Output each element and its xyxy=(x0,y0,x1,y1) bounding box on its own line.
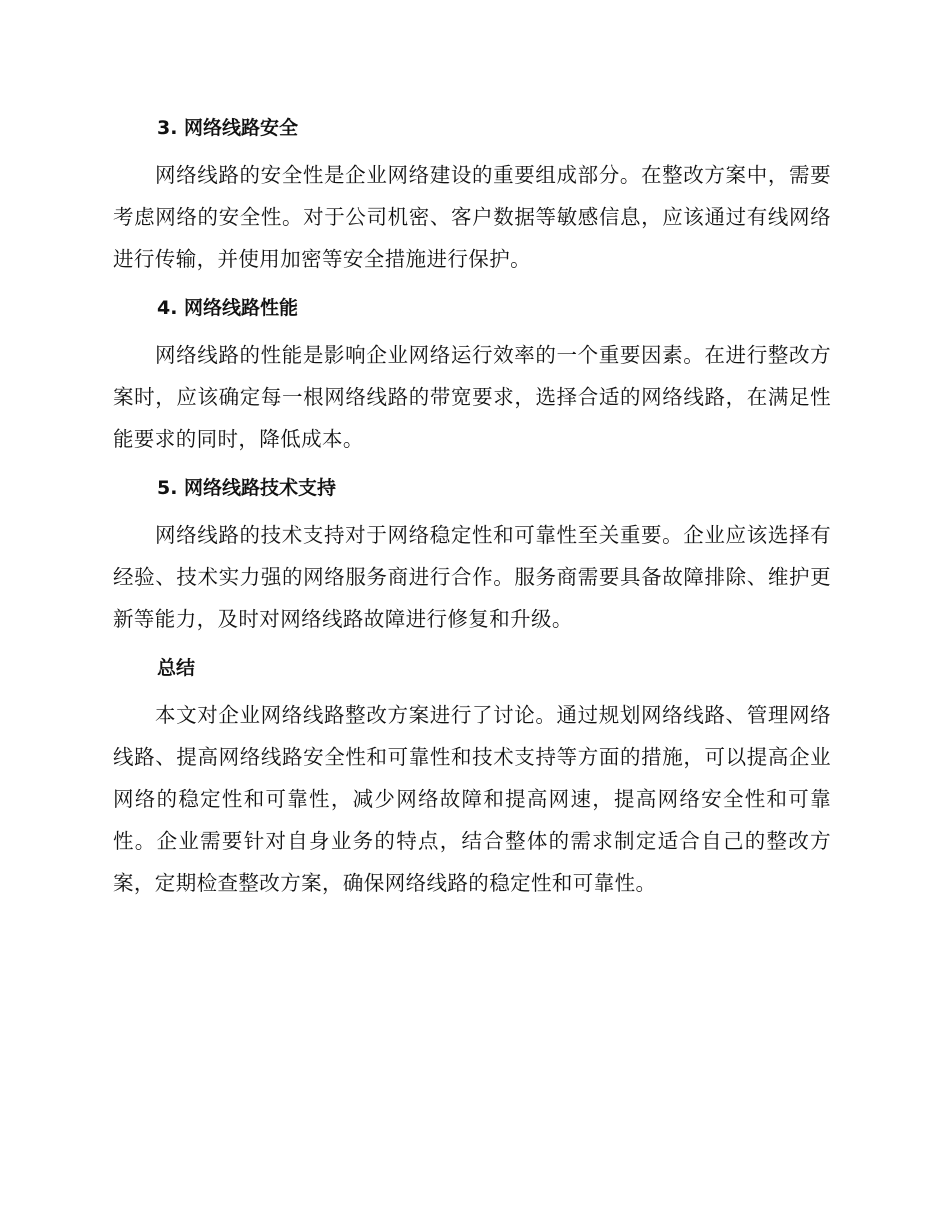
section-heading-tech-support: 5. 网络线路技术支持 xyxy=(157,477,337,499)
section-paragraph-tech-support: 网络线路的技术支持对于网络稳定性和可靠性至关重要。企业应该选择有经验、技术实力强的网络服务商进行合作。服务商需要具备故障排除、维护更新等能力，及时对网络线路故障进行修复和升级。 xyxy=(113,523,831,631)
document-body xyxy=(113,108,831,912)
section-paragraph-security: 网络线路的安全性是企业网络建设的重要组成部分。在整改方案中，需要考虑网络的安全性。对于公司机密、客户数据等敏感信息，应该通过有线网络进行传输，并使用加密等安全措施进行保护。 xyxy=(113,163,831,271)
section-paragraph-performance: 网络线路的性能是影响企业网络运行效率的一个重要因素。在进行整改方案时，应该确定每一根网络线路的带宽要求，选择合适的网络线路，在满足性能要求的同时，降低成本。 xyxy=(113,343,831,451)
section-heading-security: 3. 网络线路安全 xyxy=(157,117,299,139)
section-paragraph-summary: 本文对企业网络线路整改方案进行了讨论。通过规划网络线路、管理网络线路、提高网络线路安全性和可靠性和技术支持等方面的措施，可以提高企业网络的稳定性和可靠性，减少网络故障和提高网速，提高网络安全性和可靠性。企业需要针对自身业务的特点，结合整体的需求制定适合自己的整改方案，定期检查整改方案，确保网络线路的稳定性和可靠性。 xyxy=(113,703,831,895)
section-heading-summary: 总结 xyxy=(157,657,196,679)
section-heading-performance: 4. 网络线路性能 xyxy=(157,297,299,319)
